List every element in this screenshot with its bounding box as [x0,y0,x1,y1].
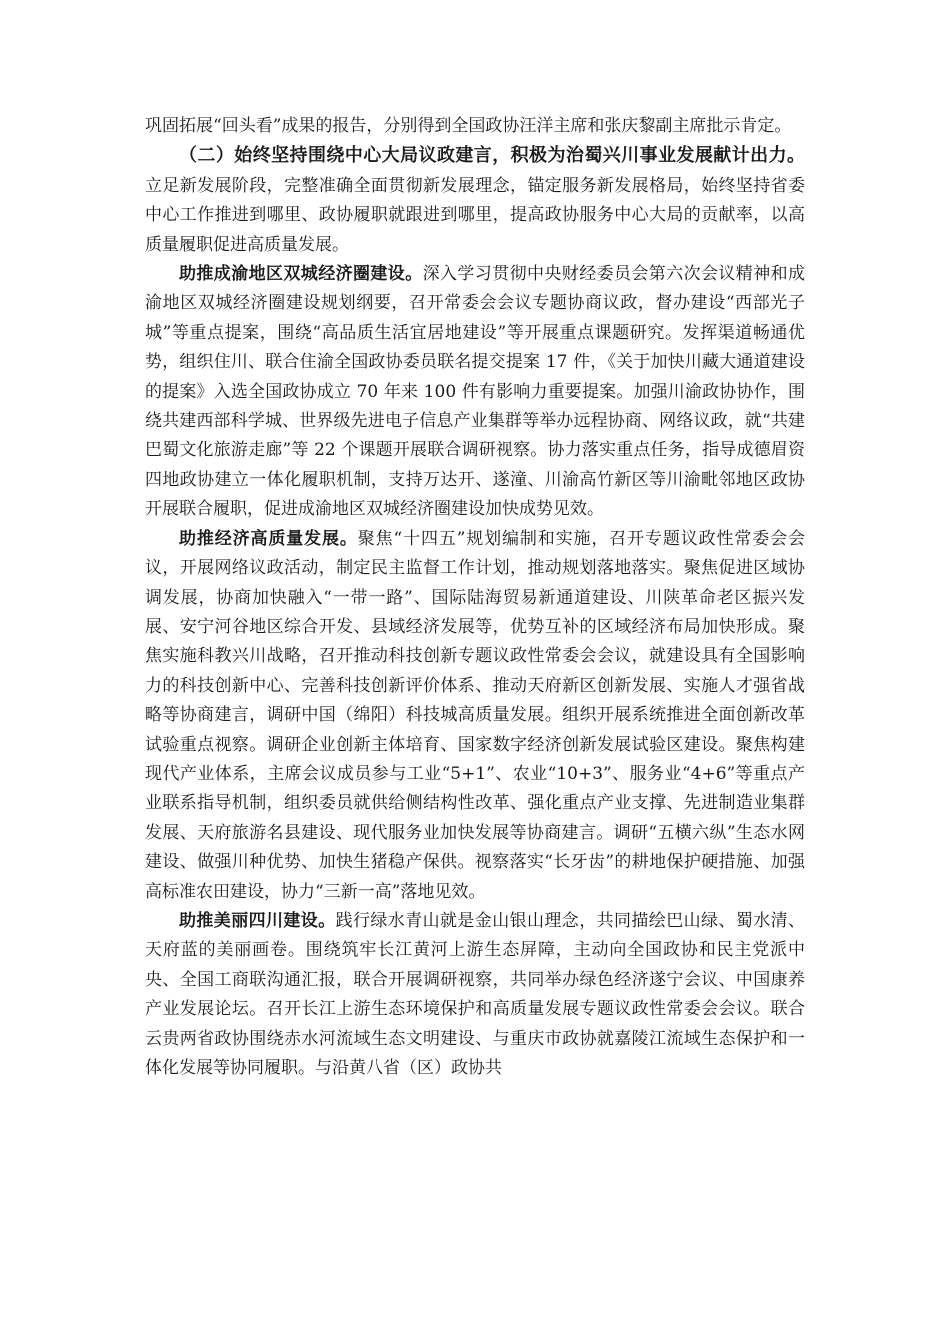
paragraph-text: 聚焦“十四五”规划编制和实施，召开专题议政性常委会会议，开展网络议政活动，制定民主监督工作计划，推动规划落地落实。聚焦促进区域协调发展，协商加快融入“一带一路”、国际陆海贸易新通道建设、川陕革命老区振兴发展、安宁河谷地区综合开发、县域经济发展等，优势互补的区域经济布局加快形成。聚焦实施科教兴川战略，召开推动科技创新专题议政性常委会会议，就建设具有全国影响力的科技创新中心、完善科技创新评价体系、推动天府新区创新发展、实施人才强省战略等协商建言，调研中国（绵阳）科技城高质量发展。组织开展系统推进全面创新改革试验重点视察。调研企业创新主体培育、国家数字经济创新发展试验区建设。聚焦构建现代产业体系，主席会议成员参与工业“5+1”、农业“10+3”、服务业“4+6”等重点产业联系指导机制，组织委员就供给侧结构性改革、强化重点产业支撑、先进制造业集群发展、天府旅游名县建设、现代服务业加快发展等协商建言。调研“五横六纵”生态水网建设、做强川种优势、加快生猪稳产保供。视察落实“长牙齿”的耕地保护硬措施、加强高标准农田建设，协力“三新一高”落地见效。 [145,528,805,902]
paragraph-lead: 助推美丽四川建设。 [179,910,336,931]
paragraph-economy [145,525,805,907]
section-heading: （二）始终坚持围绕中心大局议政建言，积极为治蜀兴川事业发展献计出力。 [179,145,805,167]
paragraph-continuation [145,112,805,141]
paragraph-text: 深入学习贯彻中央财经委员会第六次会议精神和成渝地区双城经济圈建设规划纲要，召开常委会会议专题协商议政，督办建设“西部光子城”等重点提案，围绕“高品质生活宜居地建设”等开展重点课题研究。发挥渠道畅通优势，组织住川、联合住渝全国政协委员联名提交提案 17 件，《关于加快川藏大通道建设的提案》入选全国政协成立 70 年来 100 件有影响力重要提案。加强川渝政协协作，围绕共建西部科学城、世界级先进电子信息产业集群等举办远程协商、网络议政，就“共建巴蜀文化旅游走廊”等 22 个课题开展联合调研视察。协力落实重点任务，指导成德眉资四地政协建立一体化履职机制，支持万达开、遂潼、川渝高竹新区等川渝毗邻地区政协开展联合履职，促进成渝地区双城经济圈建设加快成势见效。 [145,264,806,520]
paragraph-lead: 助推经济高质量发展。 [179,528,358,549]
paragraph-text: 立足新发展阶段，完整准确全面贯彻新发展理念，锚定服务新发展格局，始终坚持省委中心工作推进到哪里、政协履职就跟进到哪里，提高政协服务中心大局的贡献率，以高质量履职促进高质量发展。 [145,175,805,255]
paragraph-chengyu [145,260,805,525]
paragraph-lead: 助推成渝地区双城经济圈建设。 [179,264,423,285]
paragraph-beautiful-sichuan [145,907,805,1083]
paragraph-text: 践行绿水青山就是金山银山理念，共同描绘巴山绿、蜀水清、天府蓝的美丽画卷。围绕筑牢长江黄河上游生态屏障，主动向全国政协和民主党派中央、全国工商联沟通汇报，联合开展调研视察，共同举办绿色经济遂宁会议、中国康养产业发展论坛。召开长江上游生态环境保护和高质量发展专题议政性常委会会议。联合云贵两省政协围绕赤水河流域生态文明建设、与重庆市政协就嘉陵江流域生态保护和一体化发展等协同履职。与沿黄八省（区）政协共 [145,910,806,1078]
paragraph-text: 巩固拓展“回头看”成果的报告，分别得到全国政协汪洋主席和张庆黎副主席批示肯定。 [145,116,792,136]
document-page [145,112,805,1083]
section-heading-paragraph [145,141,805,260]
